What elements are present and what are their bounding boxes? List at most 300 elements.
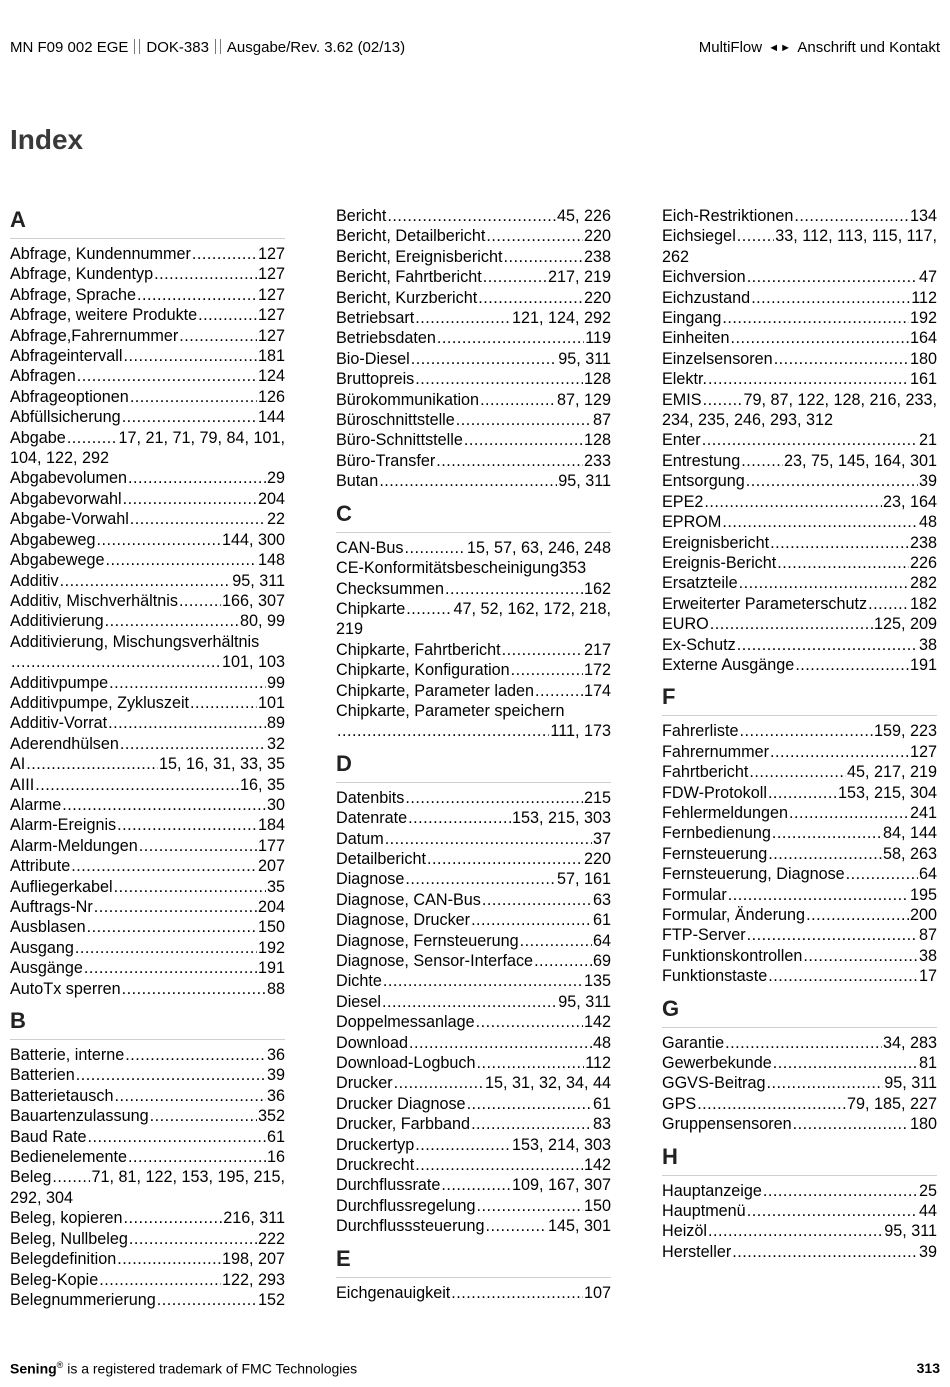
leader-dots: [26, 754, 158, 774]
index-entry: [336, 808, 611, 828]
index-term: Fahrernummer: [662, 742, 770, 761]
index-entry: [662, 308, 937, 328]
index-pages: 36: [266, 1046, 285, 1065]
page-number: 313: [916, 1360, 940, 1376]
leader-dots: [704, 492, 882, 512]
index-pages: 112: [911, 288, 937, 307]
leader-dots: [502, 640, 583, 660]
revision: Ausgabe/Rev. 3.62 (02/13): [226, 39, 406, 56]
leader-dots: [122, 979, 266, 999]
leader-dots: [415, 369, 583, 389]
leader-dots: [427, 849, 583, 869]
nav-arrows-icon: ◄►: [768, 42, 793, 54]
index-pages: 220: [583, 227, 611, 246]
index-entry: [10, 815, 285, 835]
leader-dots: [179, 591, 221, 611]
index-entry: [10, 407, 285, 427]
index-pages: 44: [918, 1202, 937, 1221]
index-term: Ausgänge: [10, 959, 83, 978]
leader-dots: [120, 734, 266, 754]
leader-dots: [123, 346, 257, 366]
index-entry: [10, 244, 285, 264]
leader-dots: [747, 925, 918, 945]
index-pages: 142: [583, 1013, 611, 1032]
index-term: Beleg, kopieren: [10, 1209, 123, 1228]
leader-dots: [154, 264, 257, 284]
index-entry: [10, 1167, 285, 1187]
index-entry: [662, 1073, 937, 1093]
index-term: Doppelmessanlage: [336, 1013, 475, 1032]
index-pages: 87: [592, 411, 611, 430]
index-pages: 101, 103: [221, 653, 285, 672]
index-pages: 95, 311: [884, 1222, 937, 1241]
index-pages: 48: [592, 1033, 611, 1052]
index-term: Gruppensensoren: [662, 1115, 792, 1134]
leader-dots: [471, 910, 592, 930]
index-pages: 152: [257, 1290, 285, 1309]
index-entry: [336, 1155, 611, 1175]
leader-dots: [114, 1086, 266, 1106]
index-term: Additivierung, Mischungsverhältnis: [10, 632, 260, 651]
index-entry: [336, 1073, 611, 1093]
index-pages: 217, 219: [547, 268, 611, 287]
index-term: Eingang: [662, 309, 722, 328]
index-entry: [662, 553, 937, 573]
leader-dots: [137, 285, 257, 305]
leader-dots: [192, 244, 257, 264]
index-pages: 180: [909, 1115, 937, 1134]
index-entry: [336, 849, 611, 869]
leader-dots: [383, 971, 583, 991]
index-pages: 166, 307: [221, 591, 285, 610]
leader-dots: [114, 877, 266, 897]
index-entry: [336, 951, 611, 971]
index-term: Eichgenauigkeit: [336, 1283, 451, 1302]
index-pages: 87, 129: [556, 390, 611, 409]
page-footer: [10, 1360, 940, 1377]
leader-dots: [768, 844, 882, 864]
leader-dots: [503, 247, 583, 267]
index-pages: 219: [336, 620, 364, 639]
leader-dots: [728, 885, 909, 905]
index-pages: 122, 293: [221, 1270, 285, 1289]
index-term: Fahrtbericht: [662, 763, 749, 782]
leader-dots: [130, 509, 266, 529]
leader-dots: [415, 1135, 511, 1155]
index-entry-continuation: [10, 448, 285, 468]
leader-dots: [128, 1147, 266, 1167]
index-term: Bericht: [336, 207, 387, 225]
registered-mark: ®: [56, 1360, 64, 1370]
index-term: Büroschnittstelle: [336, 411, 455, 430]
index-pages: 177: [257, 836, 285, 855]
index-entry: [662, 226, 937, 246]
index-term: Diagnose, Sensor-Interface: [336, 952, 534, 970]
index-entry: [662, 614, 937, 634]
index-entry: [10, 326, 285, 346]
index-pages: 195: [909, 885, 937, 904]
index-pages: 37: [592, 829, 611, 848]
index-pages: 127: [257, 265, 285, 284]
index-term: Fernsteuerung: [662, 844, 768, 863]
index-pages: 107: [583, 1283, 611, 1302]
leader-dots: [766, 1073, 883, 1093]
index-term: GGVS-Beitrag: [662, 1074, 766, 1093]
index-term: Bio-Diesel: [336, 349, 410, 368]
index-term: Belegdefinition: [10, 1250, 117, 1269]
index-pages: 38: [918, 946, 937, 965]
index-pages: 198, 207: [221, 1250, 285, 1269]
index-letter-heading: A: [10, 206, 285, 239]
section-name: Anschrift und Kontakt: [797, 39, 940, 56]
index-entry: [10, 917, 285, 937]
index-entry: [10, 1045, 285, 1065]
index-pages: 191: [257, 959, 285, 978]
leader-dots: [476, 1196, 583, 1216]
index-entry: [662, 1201, 937, 1221]
index-term: Entsorgung: [662, 472, 745, 491]
leader-dots: [751, 288, 910, 308]
index-term: Büro-Schnittstelle: [336, 431, 463, 450]
leader-dots: [128, 468, 266, 488]
index-pages: 127: [257, 306, 285, 325]
index-entry: [662, 1053, 937, 1073]
index-pages: 159, 223: [873, 722, 937, 741]
index-entry: [662, 635, 937, 655]
leader-dots: [71, 856, 257, 876]
index-entry: [662, 1033, 937, 1053]
index-term: Abfrage,Fahrernummer: [10, 326, 179, 345]
index-pages: 144, 300: [221, 530, 285, 549]
index-term: Checksummen: [336, 579, 444, 598]
index-entry: [10, 1106, 285, 1126]
index-entry: [662, 206, 937, 226]
index-pages: 125, 209: [873, 615, 937, 634]
index-entry: [336, 992, 611, 1012]
index-entry: [662, 492, 937, 512]
index-entry: [662, 762, 937, 782]
leader-dots: [117, 1249, 221, 1269]
leader-dots: [411, 349, 557, 369]
leader-dots: [408, 808, 511, 828]
index-term: Drucker: [336, 1074, 393, 1093]
leader-dots: [87, 917, 257, 937]
index-pages: 104, 122, 292: [10, 449, 110, 468]
index-entry-continuation: [662, 247, 937, 267]
index-term: Bedienelemente: [10, 1148, 127, 1167]
leader-dots: [520, 931, 592, 951]
index-term: Alarm-Meldungen: [10, 836, 138, 855]
index-term: Batterie, interne: [10, 1046, 125, 1065]
leader-dots: [123, 489, 257, 509]
index-pages: 95, 311: [558, 992, 611, 1011]
index-entry: [10, 305, 285, 325]
index-entry: [662, 349, 937, 369]
index-pages: 200: [909, 906, 937, 924]
leader-dots: [749, 762, 846, 782]
index-pages: 111, 173: [550, 722, 611, 741]
index-entry: [662, 430, 937, 450]
index-term: Additiv-Vorrat: [10, 714, 108, 733]
index-pages: 134: [909, 207, 937, 225]
index-term: Eichsiegel: [662, 227, 736, 246]
index-entry: [662, 594, 937, 614]
page-title: Index: [10, 124, 84, 155]
leader-dots: [67, 428, 118, 448]
leader-dots: [337, 721, 549, 741]
index-term: Ex-Schutz: [662, 635, 736, 654]
leader-dots: [130, 387, 257, 407]
index-entry: [662, 267, 937, 287]
index-term: Alarm-Ereignis: [10, 816, 117, 835]
leader-dots: [77, 366, 257, 386]
leader-dots: [697, 1094, 846, 1114]
index-pages: 21: [918, 431, 937, 450]
index-pages: 282: [909, 574, 937, 593]
index-entry: [662, 655, 937, 675]
index-entry: [336, 349, 611, 369]
index-pages: 142: [583, 1156, 611, 1175]
index-term: Additiv, Mischverhältnis: [10, 591, 178, 610]
index-term: Elektr.: [662, 370, 707, 389]
leader-dots: [379, 471, 557, 491]
index-pages: 33, 112, 113, 115, 117,: [775, 227, 937, 246]
index-pages: 153, 215, 304: [837, 783, 937, 802]
index-entry: [336, 558, 611, 578]
leader-dots: [467, 1094, 592, 1114]
index-entry: [662, 328, 937, 348]
leader-dots: [710, 614, 873, 634]
index-term: Download-Logbuch: [336, 1054, 476, 1073]
index-term: Druckertyp: [336, 1135, 415, 1154]
index-entry: [10, 1127, 285, 1147]
index-pages: 164: [909, 329, 937, 348]
index-pages: 95, 311: [232, 571, 285, 590]
index-entry: [10, 1290, 285, 1310]
index-pages: 126: [257, 387, 285, 406]
index-term: Abgabeweg: [10, 530, 96, 549]
leader-dots: [198, 305, 257, 325]
index-pages: 153, 214, 303: [511, 1135, 611, 1154]
index-term: Alarme: [10, 795, 62, 814]
index-entry: [336, 640, 611, 660]
index-term: Abgabevorwahl: [10, 489, 122, 508]
index-entry: [10, 1249, 285, 1269]
index-pages: 234, 235, 246, 293, 312: [662, 411, 834, 430]
index-pages: 182: [909, 594, 937, 613]
leader-dots: [385, 829, 592, 849]
index-pages: 109, 167, 307: [511, 1176, 611, 1195]
leader-dots: [117, 815, 257, 835]
index-entry: [662, 803, 937, 823]
leader-dots: [11, 652, 221, 672]
index-term: Gewerbekunde: [662, 1054, 772, 1073]
index-term: Abfrage, Sprache: [10, 285, 136, 304]
index-entry: [10, 1147, 285, 1167]
leader-dots: [725, 1033, 882, 1053]
leader-dots: [793, 1114, 909, 1134]
index-entry: [10, 856, 285, 876]
index-entry: [662, 905, 937, 925]
index-pages: 95, 311: [558, 349, 611, 368]
index-pages: 112: [585, 1054, 611, 1073]
leader-dots: [534, 951, 592, 971]
index-term: Chipkarte, Konfiguration: [336, 661, 510, 680]
index-term: Diesel: [336, 992, 381, 1011]
index-entry: [10, 1270, 285, 1290]
index-pages: 30: [266, 795, 285, 814]
leader-dots: [139, 836, 257, 856]
index-entry: [662, 288, 937, 308]
index-entry: [10, 958, 285, 978]
leader-dots: [404, 538, 466, 558]
product-name: MultiFlow: [698, 39, 763, 56]
leader-dots: [456, 410, 592, 430]
index-entry: [10, 754, 285, 774]
index-pages: 150: [583, 1196, 611, 1215]
index-column-3: [662, 206, 937, 1262]
index-term: Hauptmenü: [662, 1202, 746, 1221]
index-entry: [336, 971, 611, 991]
index-term: Beleg: [10, 1168, 52, 1187]
index-term: Ereignis-Bericht: [662, 553, 777, 572]
index-pages: 262: [662, 247, 690, 266]
index-pages: 95, 311: [884, 1074, 937, 1093]
header-left: [10, 39, 405, 56]
index-term: Eichversion: [662, 268, 746, 287]
leader-dots: [62, 795, 266, 815]
leader-dots: [737, 635, 918, 655]
index-entry: [336, 308, 611, 328]
leader-dots: [476, 1012, 583, 1032]
index-term: Externe Ausgänge: [662, 655, 795, 674]
index-term: Druckrecht: [336, 1156, 415, 1175]
index-entry: [10, 938, 285, 958]
index-pages: 216, 311: [223, 1209, 285, 1228]
leader-dots: [777, 553, 909, 573]
index-pages: 39: [918, 472, 937, 491]
index-term: Diagnose, Fernsteuerung: [336, 931, 519, 950]
index-term: Abfrage, weitere Produkte: [10, 306, 198, 325]
index-entry-continuation: [336, 619, 611, 639]
index-pages: 64: [592, 931, 611, 950]
index-term: Betriebsart: [336, 309, 415, 328]
index-term: Fahrerliste: [662, 722, 739, 741]
index-pages: 128: [583, 370, 611, 389]
index-term: Drucker, Farbband: [336, 1115, 471, 1134]
index-entry: [662, 1242, 937, 1262]
leader-dots: [702, 430, 918, 450]
leader-dots: [731, 328, 909, 348]
index-entry: [662, 1114, 937, 1134]
index-term: Dichte: [336, 972, 382, 991]
index-term: Bauartenzulassung: [10, 1107, 149, 1126]
leader-dots: [451, 1283, 583, 1303]
index-term: Abfragen: [10, 367, 76, 386]
index-term: Auftrags-Nr: [10, 898, 93, 916]
leader-dots: [84, 958, 257, 978]
index-entry: [10, 285, 285, 305]
index-entry: [10, 632, 285, 652]
index-letter-heading: E: [336, 1245, 611, 1278]
index-entry: [662, 573, 937, 593]
index-term: Additiv: [10, 571, 59, 590]
index-entry: [10, 836, 285, 856]
leader-dots: [94, 897, 257, 917]
index-term: Chipkarte: [336, 599, 406, 618]
index-term: Ersatzteile: [662, 574, 738, 593]
leader-dots: [471, 1114, 592, 1134]
leader-dots: [868, 594, 909, 614]
index-pages: 95, 311: [558, 472, 611, 491]
index-pages: 29: [266, 469, 285, 488]
index-term: Durchflussregelung: [336, 1196, 476, 1215]
index-entry: [662, 966, 937, 986]
leader-dots: [770, 742, 909, 762]
index-entry: [662, 390, 937, 410]
index-pages: 35: [266, 877, 285, 896]
leader-dots: [478, 288, 583, 308]
leader-dots: [535, 681, 583, 701]
leader-dots: [773, 1053, 918, 1073]
index-letter-heading: F: [662, 683, 937, 716]
leader-dots: [739, 721, 873, 741]
index-entry: [336, 681, 611, 701]
index-pages: 61: [592, 1094, 611, 1113]
index-term: Durchflussrate: [336, 1176, 441, 1195]
index-pages: 233: [583, 451, 611, 470]
index-pages: 84, 144: [882, 824, 937, 843]
index-entry: [662, 742, 937, 762]
leader-dots: [803, 946, 918, 966]
index-entry: [336, 890, 611, 910]
index-pages: 220: [583, 288, 611, 307]
index-pages: 153, 215, 303: [511, 809, 611, 828]
index-term: Datum: [336, 829, 384, 848]
leader-dots: [482, 890, 592, 910]
index-pages: 87: [918, 926, 937, 945]
index-term: Garantie: [662, 1033, 725, 1052]
index-term: Funktionstaste: [662, 967, 768, 986]
index-letter-heading: B: [10, 1007, 285, 1040]
index-term: Abgabe: [10, 428, 66, 447]
index-entry: [10, 346, 285, 366]
leader-dots: [795, 655, 909, 675]
index-term: Abfrageoptionen: [10, 387, 129, 406]
index-term: Büro-Transfer: [336, 451, 436, 470]
index-term: Heizöl: [662, 1222, 707, 1241]
index-pages: 352: [257, 1107, 285, 1126]
index-pages: 61: [592, 911, 611, 930]
index-pages: 238: [583, 247, 611, 266]
index-entry: [10, 611, 285, 631]
leader-dots: [477, 1053, 585, 1073]
index-entry: [10, 979, 285, 999]
index-pages: 119: [585, 329, 611, 348]
leader-dots: [511, 660, 583, 680]
leader-dots: [150, 1106, 257, 1126]
leader-dots: [741, 451, 783, 471]
leader-dots: [405, 788, 583, 808]
leader-dots: [441, 1175, 511, 1195]
index-term: Download: [336, 1033, 408, 1052]
index-term: AutoTx sperren: [10, 979, 121, 998]
leader-dots: [157, 1290, 257, 1310]
leader-dots: [806, 905, 909, 925]
index-pages: 15, 16, 31, 33, 35: [158, 755, 285, 774]
index-term: EURO: [662, 615, 709, 634]
index-term: Abgabe-Vorwahl: [10, 510, 129, 529]
